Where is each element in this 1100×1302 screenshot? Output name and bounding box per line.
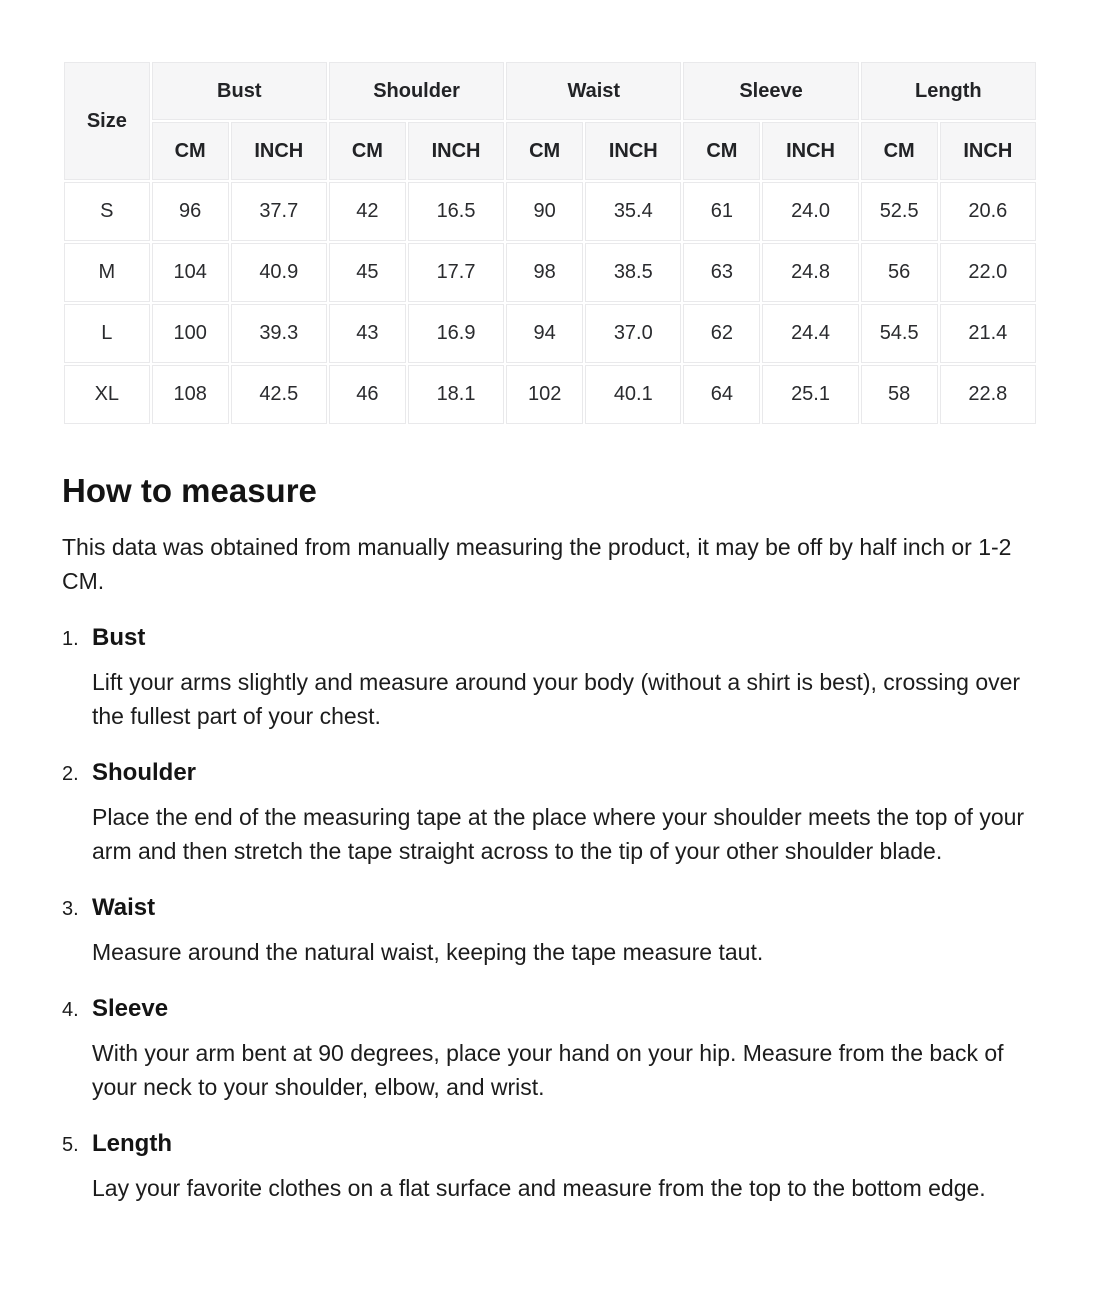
table-cell: 37.7 — [231, 182, 327, 241]
size-cell: M — [64, 243, 150, 302]
table-cell: 56 — [861, 243, 938, 302]
table-cell: 64 — [683, 365, 760, 424]
list-item-length — [62, 1130, 1038, 1205]
measure-instructions-list — [62, 624, 1038, 1205]
table-cell: 24.4 — [762, 304, 858, 363]
table-cell: 39.3 — [231, 304, 327, 363]
table-cell: 16.9 — [408, 304, 504, 363]
table-cell: 62 — [683, 304, 760, 363]
unit-header-cm: CM — [152, 122, 229, 180]
table-cell: 104 — [152, 243, 229, 302]
table-cell: 17.7 — [408, 243, 504, 302]
list-item-head — [62, 759, 1038, 787]
table-cell: 16.5 — [408, 182, 504, 241]
list-item-sleeve — [62, 995, 1038, 1104]
table-cell: 40.9 — [231, 243, 327, 302]
list-item-number: 1. — [62, 628, 79, 650]
table-cell: 24.0 — [762, 182, 858, 241]
unit-header-cm: CM — [329, 122, 406, 180]
table-cell: 38.5 — [585, 243, 681, 302]
shoulder-group-header: Shoulder — [329, 62, 504, 120]
list-item-term: Waist — [92, 894, 156, 921]
table-cell: 58 — [861, 365, 938, 424]
table-cell: 94 — [506, 304, 583, 363]
list-item-head — [62, 995, 1038, 1023]
unit-header-cm: CM — [861, 122, 938, 180]
table-cell: 21.4 — [940, 304, 1036, 363]
table-row-size-m — [64, 243, 1036, 302]
list-item-head — [62, 1130, 1038, 1158]
size-cell: L — [64, 304, 150, 363]
bust-group-header: Bust — [152, 62, 327, 120]
list-item-head — [62, 894, 1038, 922]
table-cell: 102 — [506, 365, 583, 424]
unit-header-inch: INCH — [408, 122, 504, 180]
sleeve-group-header: Sleeve — [683, 62, 858, 120]
table-header-group-row — [64, 62, 1036, 120]
table-cell: 108 — [152, 365, 229, 424]
list-item-term: Bust — [92, 624, 146, 651]
list-item-number: 4. — [62, 999, 79, 1021]
list-item-term: Sleeve — [92, 995, 169, 1022]
table-cell: 24.8 — [762, 243, 858, 302]
list-item-description: With your arm bent at 90 degrees, place your hand on your hip. Measure from the back of your neck to your shoulder, elbow, and wrist. — [92, 1040, 1004, 1100]
table-row-size-s — [64, 182, 1036, 241]
table-cell: 63 — [683, 243, 760, 302]
table-cell: 98 — [506, 243, 583, 302]
table-cell: 45 — [329, 243, 406, 302]
table-cell: 18.1 — [408, 365, 504, 424]
list-item-number: 3. — [62, 898, 79, 920]
length-group-header: Length — [861, 62, 1036, 120]
size-chart-table — [62, 60, 1038, 426]
list-item-number: 2. — [62, 763, 79, 785]
list-item-description: Lay your favorite clothes on a flat surface and measure from the top to the bottom edge. — [92, 1175, 986, 1201]
unit-header-inch: INCH — [940, 122, 1036, 180]
table-cell: 42.5 — [231, 365, 327, 424]
list-item-term: Shoulder — [92, 759, 197, 786]
waist-group-header: Waist — [506, 62, 681, 120]
table-cell: 100 — [152, 304, 229, 363]
how-to-measure-heading: How to measure — [62, 472, 317, 509]
how-to-measure-intro: This data was obtained from manually measuring the product, it may be off by half inch or 1-2 CM. — [62, 534, 1012, 594]
table-cell: 52.5 — [861, 182, 938, 241]
list-item-shoulder — [62, 759, 1038, 868]
table-cell: 40.1 — [585, 365, 681, 424]
table-cell: 25.1 — [762, 365, 858, 424]
table-cell: 35.4 — [585, 182, 681, 241]
list-item-description: Lift your arms slightly and measure around your body (without a shirt is best), crossing over the fullest part of your chest. — [92, 669, 1021, 729]
table-row-size-l — [64, 304, 1036, 363]
size-cell: XL — [64, 365, 150, 424]
size-column-header: Size — [64, 62, 150, 180]
table-cell: 96 — [152, 182, 229, 241]
unit-header-inch: INCH — [762, 122, 858, 180]
unit-header-cm: CM — [506, 122, 583, 180]
unit-header-cm: CM — [683, 122, 760, 180]
list-item-head — [62, 624, 1038, 652]
table-header-unit-row — [64, 122, 1036, 180]
unit-header-inch: INCH — [585, 122, 681, 180]
list-item-number: 5. — [62, 1134, 79, 1156]
list-item-waist — [62, 894, 1038, 969]
table-row-size-xl — [64, 365, 1036, 424]
size-cell: S — [64, 182, 150, 241]
table-cell: 46 — [329, 365, 406, 424]
table-cell: 61 — [683, 182, 760, 241]
list-item-description: Measure around the natural waist, keeping the tape measure taut. — [92, 939, 764, 965]
list-item-term: Length — [92, 1130, 172, 1157]
list-item-description: Place the end of the measuring tape at the place where your shoulder meets the top of your arm and then stretch the tape straight across to the tip of your other shoulder blade. — [92, 804, 1025, 864]
table-cell: 90 — [506, 182, 583, 241]
table-cell: 20.6 — [940, 182, 1036, 241]
table-cell: 37.0 — [585, 304, 681, 363]
table-cell: 22.8 — [940, 365, 1036, 424]
unit-header-inch: INCH — [231, 122, 327, 180]
table-cell: 54.5 — [861, 304, 938, 363]
table-cell: 42 — [329, 182, 406, 241]
table-cell: 43 — [329, 304, 406, 363]
list-item-bust — [62, 624, 1038, 733]
table-cell: 22.0 — [940, 243, 1036, 302]
